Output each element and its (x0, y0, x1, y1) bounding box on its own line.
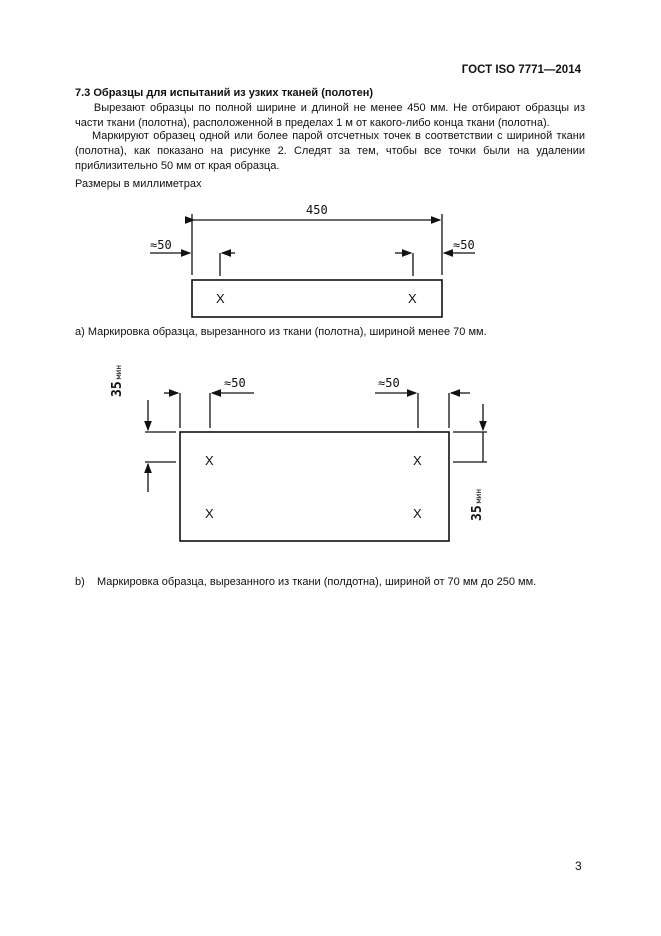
page-number: 3 (575, 859, 582, 873)
dim-left-edge-label: 35мин (110, 364, 125, 397)
dim-right-edge-label: 35мин (470, 488, 485, 521)
paragraph-1-text: Вырезают образцы по полной ширине и длиной не менее 450 мм. Не отбирают образцы из части ткани (полотна), расположенной в пределах 1 м от какого-либо конца ткани (полотна). (75, 102, 585, 129)
mark-point: X (413, 506, 422, 521)
dim-right-offset-label: ≈50 (453, 238, 475, 252)
paragraph-2 (75, 129, 585, 174)
figure-b-caption: b) Маркировка образца, вырезанного из ткани (полдотна), шириной от 70 мм до 250 мм. (75, 576, 537, 588)
dim-left-offset-label: ≈50 (150, 238, 172, 252)
mark-point: X (205, 506, 214, 521)
mark-point: X (413, 453, 422, 468)
dim-left-offset-label: ≈50 (224, 376, 246, 390)
mark-point: X (408, 291, 417, 306)
paragraph-1 (75, 101, 585, 131)
mark-point: X (216, 291, 225, 306)
dim-length-label: 450 (306, 203, 328, 217)
section-heading: 7.3 Образцы для испытаний из узких тканей (полотен) (75, 87, 374, 99)
figure-a-caption: а) Маркировка образца, вырезанного из ткани (полотна), шириной менее 70 мм. (75, 326, 487, 338)
standard-header: ГОСТ ISO 7771—2014 (461, 64, 581, 76)
units-note: Размеры в миллиметрах (75, 178, 202, 190)
dim-right-offset-label: ≈50 (378, 376, 400, 390)
paragraph-2-text: Маркируют образец одной или более парой отсчетных точек в соответствии с шириной ткани (полотна), как показано на рисунке 2. Следят за тем, чтобы все точки были на удалении приблизительно 50 мм от края образца. (75, 130, 585, 172)
mark-point: X (205, 453, 214, 468)
